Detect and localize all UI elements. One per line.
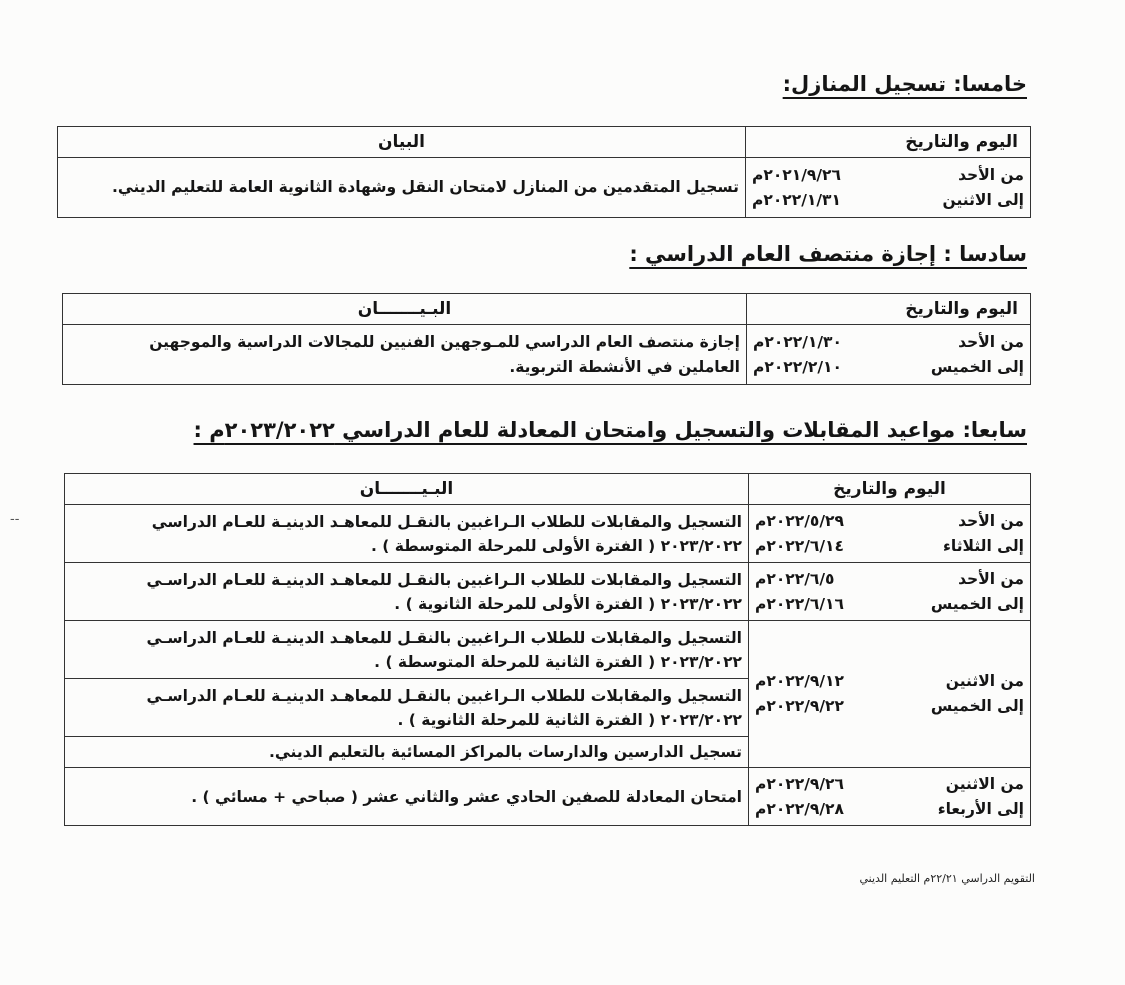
section6-row	[63, 325, 1031, 385]
from-label: من الاثنين	[945, 774, 1024, 793]
last-desc: امتحان المعادلة للصفين الحادي عشر والثاني عشر ( صباحي + مسائي ) .	[191, 787, 742, 806]
from-date: ٢٠٢٢/١/٣٠م	[753, 332, 842, 351]
group-item2-line2: ٢٠٢٣/٢٠٢٢ ( الفترة الثانية للمرحلة الثانوية ) .	[397, 710, 742, 729]
to-label: إلى الثلاثاء	[942, 536, 1024, 555]
section5-header-date: اليوم والتاريخ	[746, 127, 1031, 158]
from-date: ٢٠٢٢/٩/١٢م	[755, 672, 844, 690]
margin-mark: --	[10, 512, 20, 527]
page-footer: التقويم الدراسي ٢٢/٢١م التعليم الديني	[859, 872, 1035, 885]
section7-heading: سابعا: مواعيد المقابلات والتسجيل وامتحان المعادلة للعام الدراسي ٢٠٢٣/٢٠٢٢م :	[193, 418, 1027, 442]
section5-date-cell	[746, 158, 1031, 218]
section6-desc-line1: إجازة منتصف العام الدراسي للمـوجهين الفنيين للمجالات الدراسية والموجهين	[149, 332, 740, 351]
section5-desc-cell	[58, 158, 746, 218]
section7-header-desc: البـيـــــــان	[65, 474, 749, 505]
from-date: ٢٠٢٢/٩/٢٦م	[755, 774, 844, 793]
section5-header-row	[58, 127, 1031, 158]
from-label: من الأحد	[958, 332, 1024, 351]
section5-header-desc: البيان	[58, 127, 746, 158]
to-date: ٢٠٢٢/٢/١٠م	[753, 357, 842, 376]
section7-header-date: اليوم والتاريخ	[749, 474, 1031, 505]
section5-heading: خامسا: تسجيل المنازل:	[782, 72, 1027, 96]
section7-header-row	[65, 474, 1031, 505]
row2-desc-line2: ٢٠٢٣/٢٠٢٢ ( الفترة الأولى للمرحلة الثانوية ) .	[394, 594, 742, 613]
to-date: ٢٠٢٢/٩/٢٢م	[755, 697, 844, 715]
row1-desc-cell	[65, 505, 749, 563]
group-item2-line1: التسجيل والمقابلات للطلاب الـراغبين بالنقـل للمعاهـد الدينيـة للعـام الدراسـي	[146, 686, 742, 705]
section6-table	[62, 293, 1031, 385]
from-label: من الاثنين	[945, 672, 1024, 690]
section7-group-row-1	[65, 621, 1031, 679]
to-date: ٢٠٢٢/١/٣١م	[752, 190, 841, 209]
section6-desc-cell	[63, 325, 747, 385]
row2-date-cell	[749, 563, 1031, 621]
row2-desc-line1: التسجيل والمقابلات للطلاب الـراغبين بالنقـل للمعاهـد الدينيـة للعـام الدراسـي	[146, 570, 742, 589]
section6-desc-line2: العاملين في الأنشطة التربوية.	[509, 357, 740, 376]
last-date-cell	[749, 768, 1031, 826]
section6-header-desc: البـيـــــــان	[63, 294, 747, 325]
row2-desc-cell	[65, 563, 749, 621]
section6-header-row	[63, 294, 1031, 325]
section7-row-2	[65, 563, 1031, 621]
from-label: من الأحد	[958, 569, 1024, 588]
section7-last-row	[65, 768, 1031, 826]
last-desc-cell	[65, 768, 749, 826]
row1-desc-line2: ٢٠٢٣/٢٠٢٢ ( الفترة الأولى للمرحلة المتوسطة ) .	[371, 536, 742, 555]
to-label: إلى الخميس	[930, 697, 1024, 715]
to-label: إلى الخميس	[930, 594, 1024, 613]
to-date: ٢٠٢٢/٦/١٦م	[755, 594, 844, 613]
from-date: ٢٠٢١/٩/٢٦م	[752, 165, 841, 184]
to-label: إلى الأربعاء	[937, 799, 1024, 818]
group-item2-cell	[65, 679, 749, 737]
row1-desc-line1: التسجيل والمقابلات للطلاب الـراغبين بالنقـل للمعاهـد الدينيـة للعـام الدراسي	[151, 512, 742, 531]
section7-row-1	[65, 505, 1031, 563]
from-label: من الأحد	[958, 165, 1024, 184]
row1-date-cell	[749, 505, 1031, 563]
to-label: إلى الاثنين	[942, 190, 1024, 209]
group-item3-cell	[65, 737, 749, 768]
to-label: إلى الخميس	[930, 357, 1024, 376]
section6-date-cell	[747, 325, 1031, 385]
from-label: من الأحد	[958, 511, 1024, 530]
to-date: ٢٠٢٢/٩/٢٨م	[755, 799, 844, 818]
from-date: ٢٠٢٢/٦/٥م	[755, 569, 835, 588]
group-date-cell	[749, 621, 1031, 768]
group-item1-cell	[65, 621, 749, 679]
section7-table	[64, 473, 1031, 826]
section6-heading: سادسا : إجازة منتصف العام الدراسي :	[629, 242, 1027, 266]
group-item1-line1: التسجيل والمقابلات للطلاب الـراغبين بالنقـل للمعاهـد الدينيـة للعـام الدراسـي	[146, 628, 742, 647]
section5-row	[58, 158, 1031, 218]
to-date: ٢٠٢٢/٦/١٤م	[755, 536, 844, 555]
section5-table	[57, 126, 1031, 218]
group-item1-line2: ٢٠٢٣/٢٠٢٢ ( الفترة الثانية للمرحلة المتوسطة ) .	[374, 652, 742, 671]
section5-desc: تسجيل المتقدمين من المنازل لامتحان النقل وشهادة الثانوية العامة للتعليم الديني.	[111, 178, 739, 196]
section6-header-date: اليوم والتاريخ	[747, 294, 1031, 325]
from-date: ٢٠٢٢/٥/٢٩م	[755, 511, 844, 530]
group-item3-line1: تسجيل الدارسين والدارسات بالمراكز المسائية بالتعليم الديني.	[268, 743, 742, 761]
